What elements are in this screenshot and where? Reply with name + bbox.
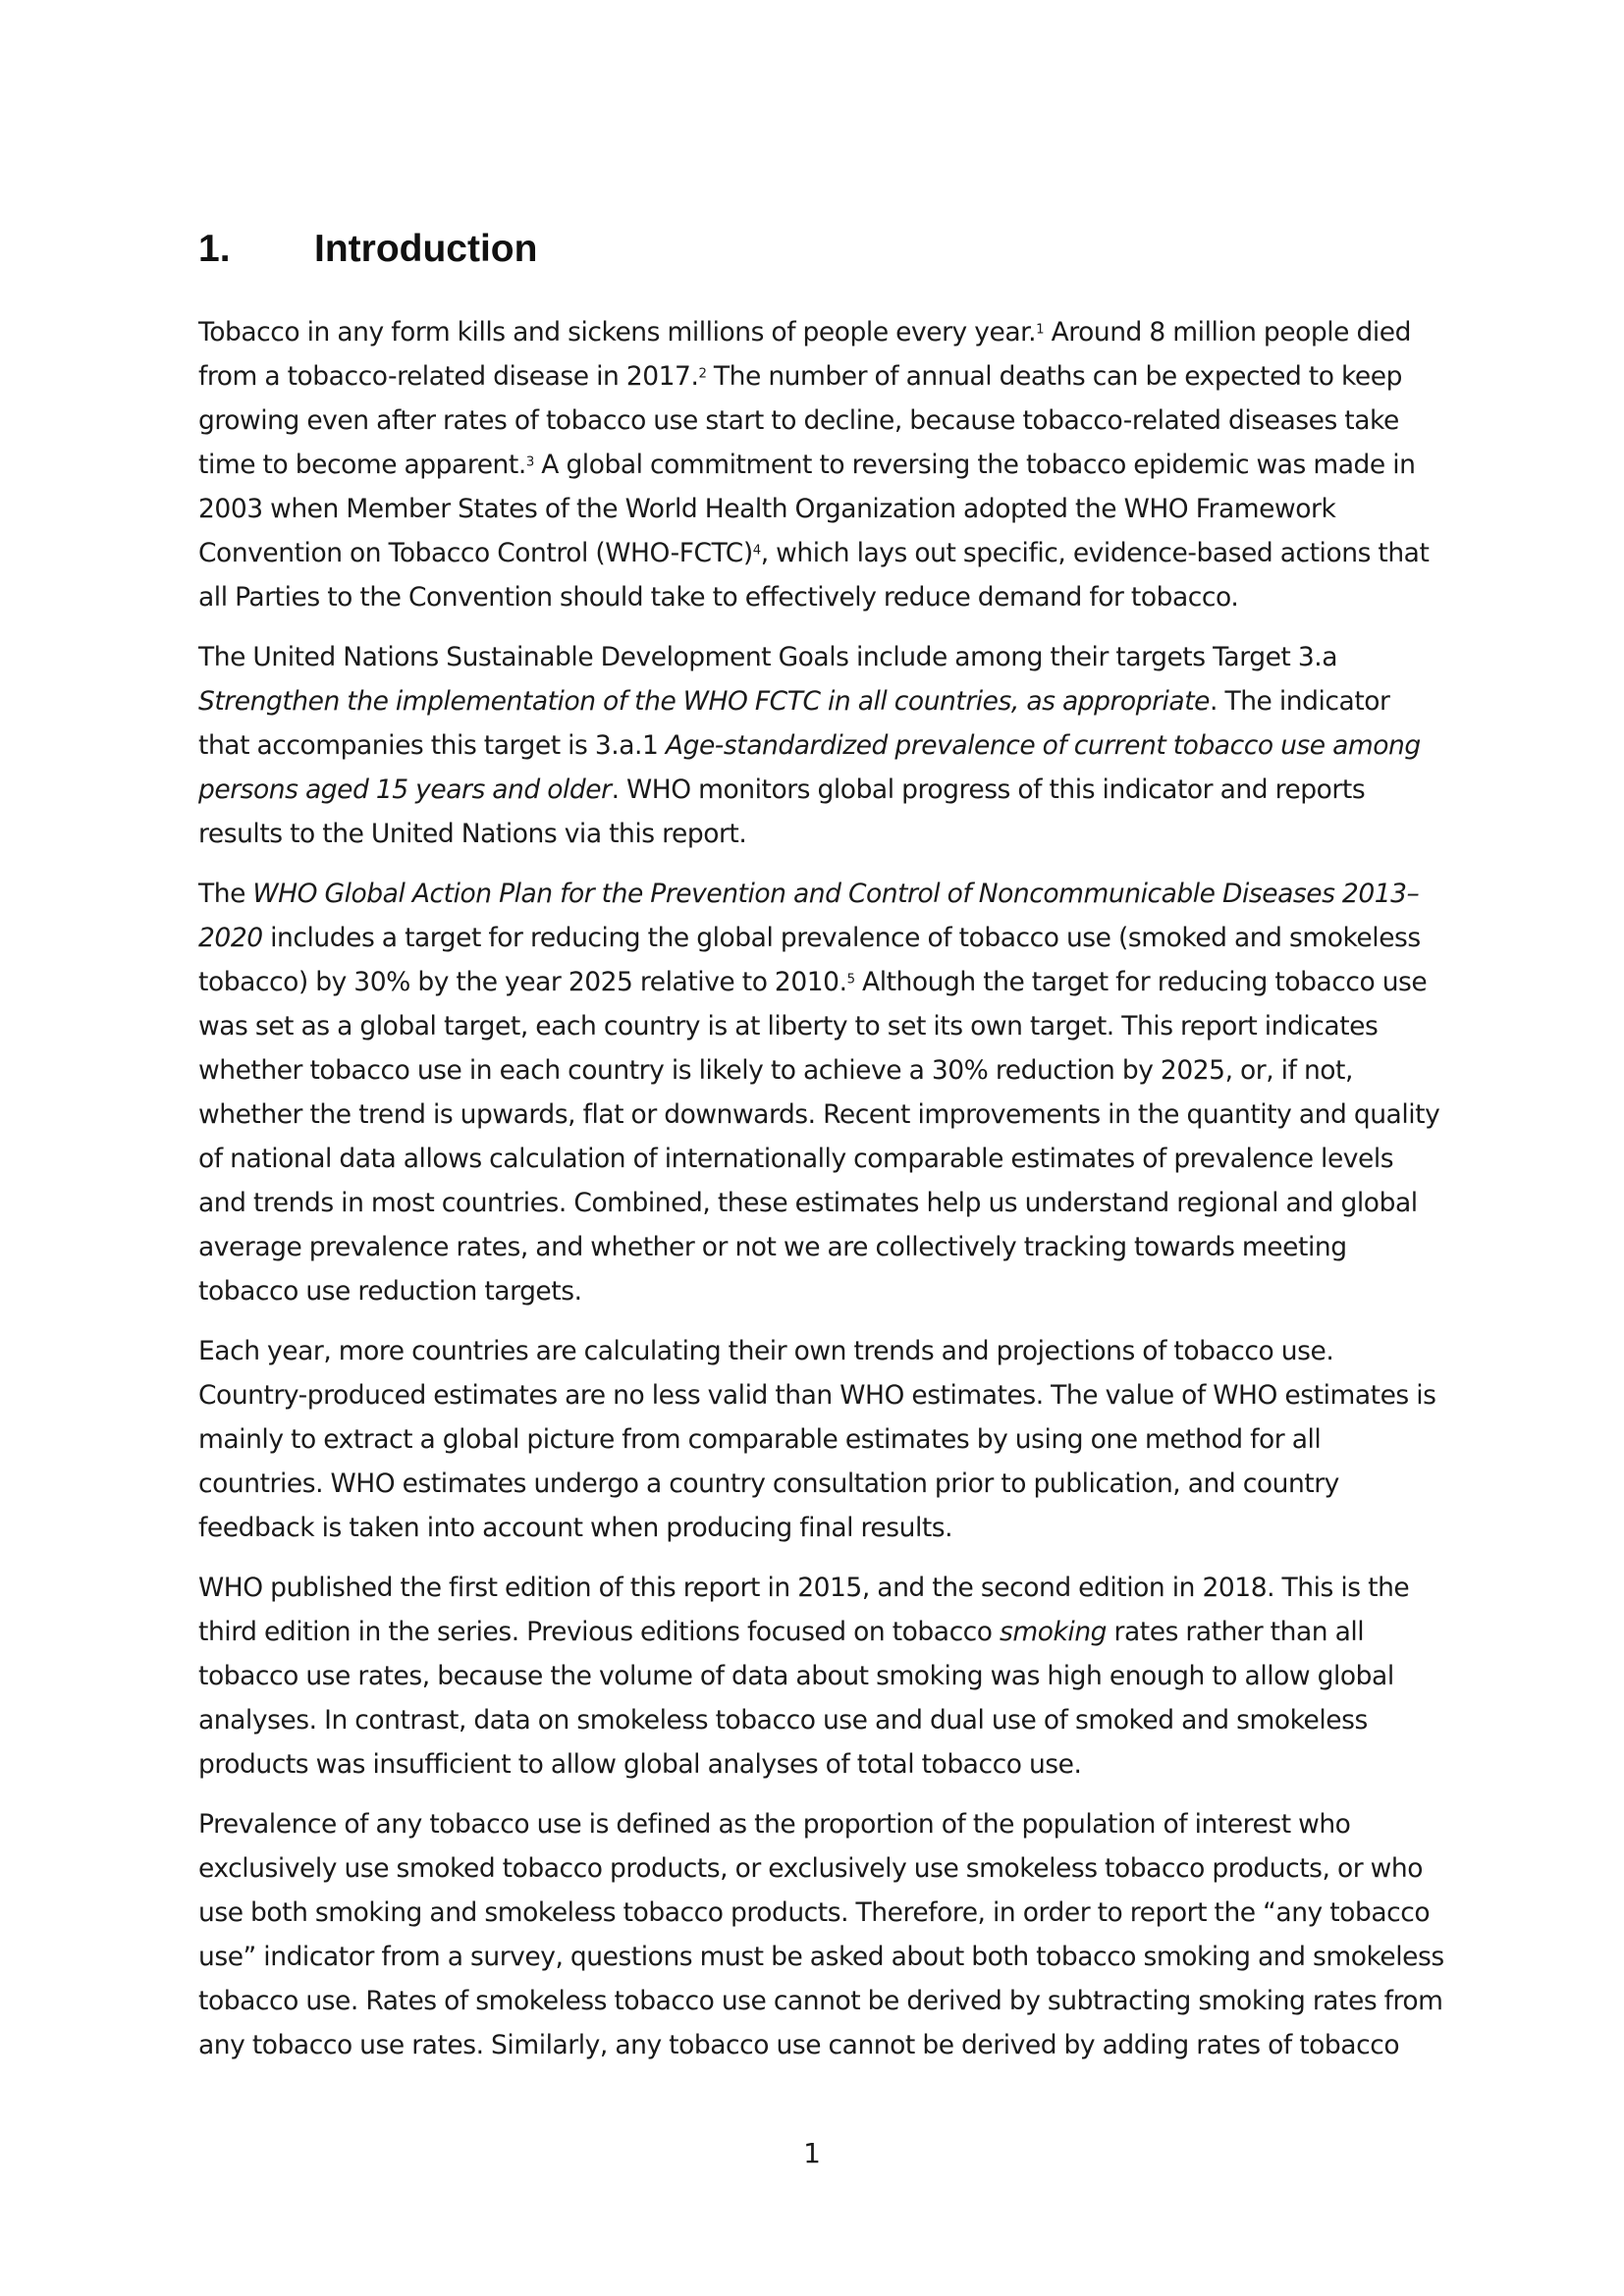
text-run: includes a target for reducing the global prevalence of tobacco use (smoked and smokeless tobacco) by 30% by the year 2025 relative to 2010. [198, 923, 1421, 997]
text-run: A global commitment to reversing the tobacco epidemic was made in 2003 when Member States of the World Health Organization adopted the WHO Framework Convention on Tobacco Control (WHO-FCTC) [198, 450, 1416, 568]
text-run: Each year, more countries are calculating their own trends and projections of tobacco use. Country-produced estimates are no less valid than WHO estimates. The value of WHO estimates is mainly to extract a global picture from comparable estimates by using one method for all countries. WHO estimates undergo a country consultation prior to publication, and country feedback is taken into account when producing final results. [198, 1336, 1436, 1543]
section-title: Introduction [314, 228, 538, 270]
body-text [198, 310, 1445, 2083]
paragraph [198, 872, 1445, 1313]
italic-text: Age-standardized prevalence of current tobacco use among persons aged 15 years and older [198, 730, 1421, 805]
footnote-reference: 5 [846, 972, 855, 988]
paragraph [198, 1566, 1445, 1787]
section-number: 1. [198, 228, 231, 270]
footnote-reference: 2 [698, 366, 707, 382]
text-run: The number of annual deaths can be expected to keep growing even after rates of tobacco use start to decline, because tobacco-related diseases take time to become apparent. [198, 361, 1403, 480]
text-run: , which lays out specific, evidence-based actions that all Parties to the Convention should take to effectively reduce demand for tobacco. [198, 538, 1430, 613]
text-run: . The indicator that accompanies this target is 3.a.1 [198, 686, 1390, 761]
text-run: Around 8 million people died from a tobacco-related disease in 2017. [198, 317, 1411, 392]
paragraph [198, 310, 1445, 619]
paragraph [198, 635, 1445, 856]
section-heading [198, 226, 537, 273]
italic-text: Strengthen the implementation of the WHO FCTC in all countries, as appropriate [198, 686, 1211, 717]
footnote-reference: 3 [525, 454, 534, 470]
text-run: Prevalence of any tobacco use is defined as the proportion of the population of interest who exclusively use smoked tobacco products, or exclusively use smokeless tobacco products, or who use both smoking and smokeless tobacco products. Therefore, in order to report the “any tobacco use” indicator from a survey, questions must be asked about both tobacco smoking and smokeless tobacco use. Rates of smokeless tobacco use cannot be derived by subtracting smoking rates from any tobacco use rates. Similarly, any tobacco use cannot be derived by adding rates of tobacco [198, 1809, 1444, 2060]
italic-text: WHO Global Action Plan for the Prevention and Control of Noncommunicable Diseases 2013–2020 [198, 879, 1420, 953]
text-run: Although the target for reducing tobacco use was set as a global target, each country is at liberty to set its own target. This report indicates whether tobacco use in each country is likely to achieve a 30% reduction by 2025, or, if not, whether the trend is upwards, flat or downwards. Recent improvements in the quantity and quality of national data allows calculation of internationally comparable estimates of prevalence levels and trends in most countries. Combined, these estimates help us understand regional and global average prevalence rates, and whether or not we are collectively tracking towards meeting tobacco use reduction targets. [198, 967, 1440, 1307]
text-run: Tobacco in any form kills and sickens millions of people every year. [198, 317, 1037, 347]
text-run: The [198, 879, 253, 909]
footnote-reference: 4 [752, 543, 761, 559]
italic-text: smoking [1000, 1617, 1108, 1647]
text-run: . WHO monitors global progress of this indicator and reports results to the United Nations via this report. [198, 774, 1366, 849]
page-number: 1 [803, 2137, 821, 2169]
text-run: rates rather than all tobacco use rates, because the volume of data about smoking was high enough to allow global analyses. In contrast, data on smokeless tobacco use and dual use of smoked and smokeless products was insufficient to allow global analyses of total tobacco use. [198, 1617, 1394, 1780]
text-run: WHO published the first edition of this report in 2015, and the second edition in 2018. This is the third edition in the series. Previous editions focused on tobacco [198, 1573, 1410, 1647]
text-run: The United Nations Sustainable Development Goals include among their targets Target 3.a [198, 642, 1338, 672]
footnote-reference: 1 [1036, 322, 1045, 338]
paragraph [198, 1802, 1445, 2067]
paragraph [198, 1329, 1445, 1550]
